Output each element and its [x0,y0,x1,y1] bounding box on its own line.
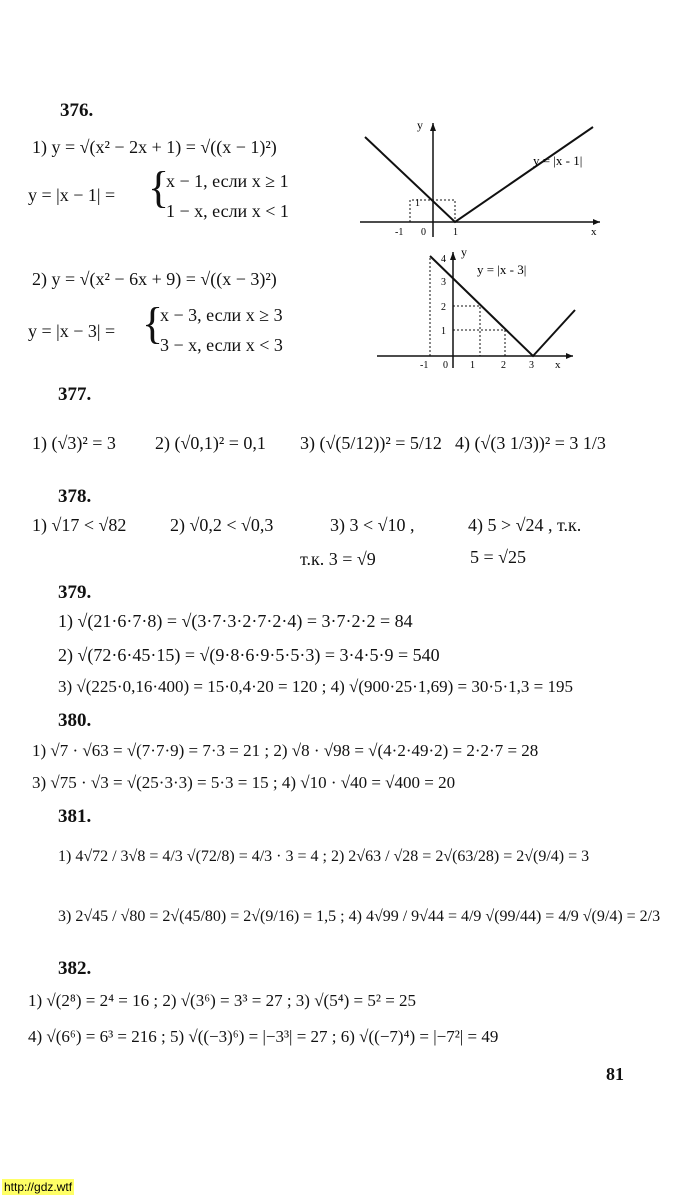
problem-376-case1-lhs: y = |x − 1| = [28,185,116,205]
problem-379-line-1: 1) √(21·6·7·8) = √(3·7·3·2·7·2·4) = 3·7·2·2 = 84 [58,611,413,631]
graph-abs-x-minus-3 [375,248,580,373]
problem-376-case1-a: x − 1, если x ≥ 1 [166,171,289,191]
problem-381-number: 381. [58,806,92,827]
problem-380-number: 380. [58,710,92,731]
tick-label: 1 [415,198,420,209]
problem-378-note-4: 5 = √25 [470,547,527,567]
problem-378-number: 378. [58,486,92,507]
tick-label: 4 [441,254,446,265]
graph2-label: y = |x - 3| [477,262,527,277]
problem-382-line-2: 4) √(6⁶) = 6³ = 216 ; 5) √((−3)⁶) = |−3³| = 27 ; 6) √((−7)⁴) = |−7²| = 49 [28,1027,499,1046]
tick-label: 2 [501,360,506,371]
problem-378-item-3: 3) 3 < √10 , [330,515,415,535]
x-axis-arrow [566,353,573,359]
source-link[interactable]: http://gdz.wtf [4,1180,73,1194]
tick-label: -1 [395,227,404,238]
problem-376-case1-b: 1 − x, если x < 1 [166,201,289,221]
dashed-guide [453,330,505,356]
tick-label: 1 [441,326,446,337]
problem-381-line-1: 1) 4√72 / 3√8 = 4/3 √(72/8) = 4/3 · 3 = 4 ; 2) 2√63 / √28 = 2√(63/28) = 2√(9/4) = 3 [58,848,590,865]
problem-378-note-3: т.к. 3 = √9 [300,549,376,569]
problem-377-number: 377. [58,384,92,405]
tick-label: 3 [441,277,446,288]
tick-label: 0 [443,360,448,371]
problem-378-item-2: 2) √0,2 < √0,3 [170,515,274,535]
problem-376-line1: 1) y = √(x² − 2x + 1) = √((x − 1)²) [32,137,277,157]
axis-x-label: x [555,359,561,371]
axis-y-label: y [461,248,467,259]
problem-376-case2-a: x − 3, если x ≥ 3 [160,305,283,325]
y-axis-arrow [450,252,456,260]
problem-379-line-2: 2) √(72·6·45·15) = √(9·8·6·9·5·5·3) = 3·4·5·9 = 540 [58,645,440,665]
problem-379-number: 379. [58,582,92,603]
problem-378-item-1: 1) √17 < √82 [32,515,127,535]
page-number: 81 [606,1064,624,1084]
tick-label: 1 [470,360,475,371]
axis-y-label: y [417,118,423,132]
tick-label: 3 [529,360,534,371]
graph1-label: y = |x - 1| [533,153,583,168]
brace: { [142,299,164,348]
problem-380-line-2: 3) √75 · √3 = √(25·3·3) = 5·3 = 15 ; 4) √10 · √40 = √400 = 20 [32,773,456,792]
problem-377-item-3: 3) (√(5/12))² = 5/12 [300,433,442,453]
problem-376-case2-lhs: y = |x − 3| = [28,321,116,341]
tick-label: -1 [420,360,429,371]
dashed-guide [453,306,480,356]
tick-label: 1 [453,227,458,238]
problem-382-number: 382. [58,958,92,979]
problem-382-line-1: 1) √(2⁸) = 2⁴ = 16 ; 2) √(3⁶) = 3³ = 27 ; 3) √(5⁴) = 5² = 25 [28,991,417,1010]
y-axis-arrow [430,123,436,131]
problem-379-line-3: 3) √(225·0,16·400) = 15·0,4·20 = 120 ; 4) √(900·25·1,69) = 30·5·1,3 = 195 [58,677,573,696]
tick-label: 2 [441,302,446,313]
problem-377-item-1: 1) (√3)² = 3 [32,433,116,453]
problem-376-number: 376. [60,100,94,121]
problem-381-line-2: 3) 2√45 / √80 = 2√(45/80) = 2√(9/16) = 1,5 ; 4) 4√99 / 9√44 = 4/9 √(99/44) = 4/9 √(9/4) = 2/3 [58,908,661,925]
problem-377-item-2: 2) (√0,1)² = 0,1 [155,433,266,453]
problem-376-line2: 2) y = √(x² − 6x + 9) = √((x − 3)²) [32,269,277,289]
problem-378-item-4: 4) 5 > √24 , т.к. [468,515,582,535]
axis-x-label: x [591,226,597,238]
graph-abs-x-minus-1 [355,115,605,240]
brace: { [148,163,170,212]
problem-376-case2-b: 3 − x, если x < 3 [160,335,283,355]
problem-377-item-4: 4) (√(3 1/3))² = 3 1/3 [455,433,606,453]
x-axis-arrow [593,219,600,225]
graph-line [365,127,593,222]
tick-label: 0 [421,227,426,238]
problem-380-line-1: 1) √7 · √63 = √(7·7·9) = 7·3 = 21 ; 2) √8 · √98 = √(4·2·49·2) = 2·2·7 = 28 [32,741,539,760]
